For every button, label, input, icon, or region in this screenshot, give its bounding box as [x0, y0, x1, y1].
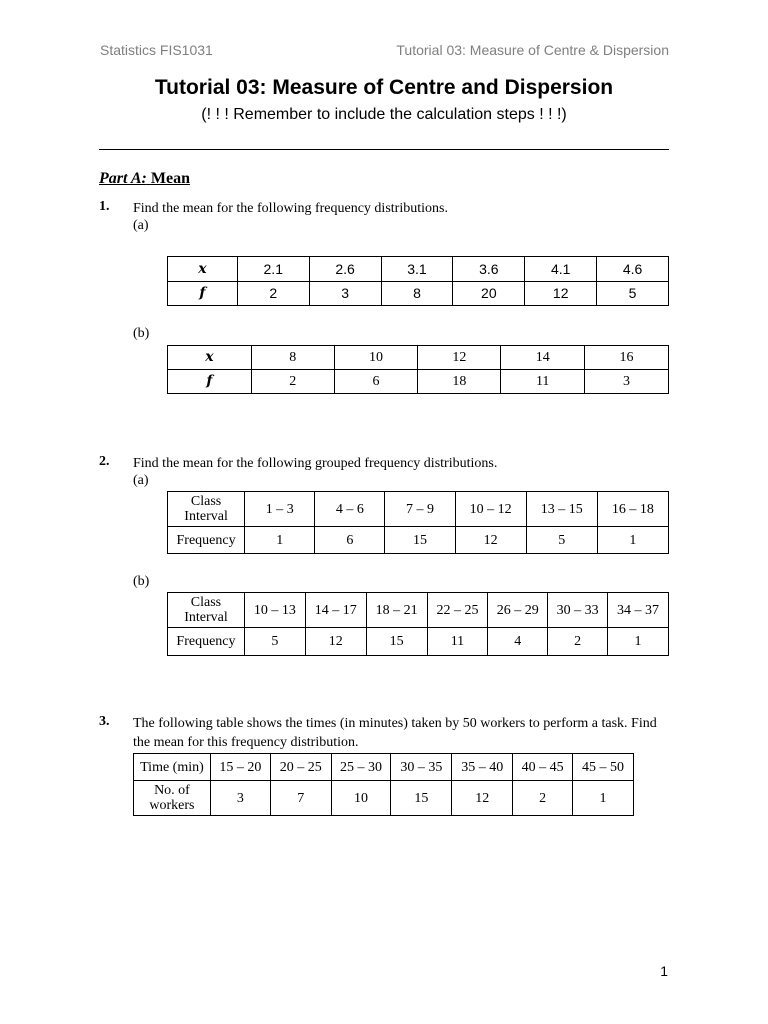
table-cell: 1: [573, 781, 634, 816]
q1-number: 1.: [99, 199, 110, 214]
table-cell: 40 – 45: [513, 754, 573, 781]
table-cell: 22 – 25: [427, 593, 488, 628]
table-cell: 3.6: [453, 257, 525, 282]
table-cell: 15: [385, 527, 455, 554]
q2a-interval-row: [168, 492, 669, 527]
table-cell: 14: [501, 346, 585, 370]
q1a-f-row: [168, 282, 669, 306]
header-course: Statistics FIS1031: [100, 42, 213, 58]
table-cell: 12: [418, 346, 501, 370]
q2a-table: [167, 491, 669, 554]
table-cell: 30 – 33: [548, 593, 608, 628]
table-cell: 3: [210, 781, 270, 816]
table-cell: 10 – 13: [244, 593, 305, 628]
part-a-heading: [99, 170, 190, 188]
table-cell: 13 – 15: [526, 492, 597, 527]
q1b-f-row: [168, 370, 669, 394]
table-cell: 1 – 3: [245, 492, 315, 527]
table-cell: 25 – 30: [331, 754, 391, 781]
page-number: 1: [660, 963, 668, 979]
table-cell: 3.1: [381, 257, 453, 282]
q1a-x-header: x: [168, 257, 238, 282]
q2-text: Find the mean for the following grouped frequency distributions.: [133, 456, 498, 471]
table-cell: 14 – 17: [305, 593, 366, 628]
table-cell: 2: [548, 628, 608, 656]
q1b-x-row: [168, 346, 669, 370]
table-cell: 2.1: [237, 257, 309, 282]
title-divider: [99, 149, 669, 150]
q2b-label: (b): [133, 574, 150, 589]
table-cell: 20: [453, 282, 525, 306]
table-cell: 10: [334, 346, 418, 370]
table-cell: 12: [305, 628, 366, 656]
table-cell: 4: [488, 628, 548, 656]
table-cell: 15: [391, 781, 452, 816]
q2a-interval-header: Class Interval: [168, 492, 245, 527]
table-cell: 12: [525, 282, 597, 306]
q3-workers-row: [134, 781, 634, 816]
table-cell: 11: [501, 370, 585, 394]
q1b-x-header: x: [168, 346, 252, 370]
q1b-f-header: f: [168, 370, 252, 394]
table-cell: 8: [251, 346, 334, 370]
table-cell: 15 – 20: [210, 754, 270, 781]
table-cell: 34 – 37: [608, 593, 669, 628]
q1b-table: [167, 345, 669, 394]
q3-number: 3.: [99, 714, 110, 729]
q3-time-header: Time (min): [134, 754, 211, 781]
table-cell: 1: [608, 628, 669, 656]
table-cell: 16 – 18: [597, 492, 668, 527]
table-cell: 12: [452, 781, 513, 816]
part-a-label: Part A:: [99, 170, 147, 187]
table-cell: 12: [455, 527, 526, 554]
q3-table: [133, 753, 634, 816]
table-cell: 6: [334, 370, 418, 394]
header-tutorial: Tutorial 03: Measure of Centre & Dispersion: [396, 42, 669, 58]
q2b-frequency-header: Frequency: [168, 628, 245, 656]
q1a-label: (a): [133, 218, 149, 233]
page-title: Tutorial 03: Measure of Centre and Dispersion: [154, 76, 614, 99]
q3-time-row: [134, 754, 634, 781]
table-cell: 1: [245, 527, 315, 554]
table-cell: 1: [597, 527, 668, 554]
q2b-table: [167, 592, 669, 656]
table-cell: 11: [427, 628, 488, 656]
q2b-interval-header: Class Interval: [168, 593, 245, 628]
table-cell: 3: [309, 282, 381, 306]
table-cell: 8: [381, 282, 453, 306]
table-cell: 5: [526, 527, 597, 554]
part-a-name: Mean: [150, 170, 190, 187]
q3-text-line1: The following table shows the times (in minutes) taken by 50 workers to perform a task. Find: [133, 716, 657, 731]
table-cell: 3: [585, 370, 669, 394]
table-cell: 2: [513, 781, 573, 816]
q2a-label: (a): [133, 473, 149, 488]
table-cell: 2: [237, 282, 309, 306]
table-cell: 6: [315, 527, 385, 554]
q1a-x-row: [168, 257, 669, 282]
table-cell: 5: [244, 628, 305, 656]
table-cell: 10: [331, 781, 391, 816]
table-cell: 4.6: [597, 257, 669, 282]
table-cell: 2.6: [309, 257, 381, 282]
q3-text-line2: the mean for this frequency distribution.: [133, 735, 359, 750]
q1a-table: [167, 256, 669, 306]
table-cell: 7 – 9: [385, 492, 455, 527]
table-cell: 18 – 21: [366, 593, 427, 628]
table-cell: 26 – 29: [488, 593, 548, 628]
page-subtitle: (! ! ! Remember to include the calculation steps ! ! !): [201, 106, 567, 123]
table-cell: 4 – 6: [315, 492, 385, 527]
table-cell: 20 – 25: [270, 754, 331, 781]
q2a-frequency-row: [168, 527, 669, 554]
table-cell: 7: [270, 781, 331, 816]
table-cell: 18: [418, 370, 501, 394]
table-cell: 45 – 50: [573, 754, 634, 781]
q3-workers-header: No. of workers: [134, 781, 211, 816]
table-cell: 15: [366, 628, 427, 656]
table-cell: 2: [251, 370, 334, 394]
table-cell: 30 – 35: [391, 754, 452, 781]
table-cell: 4.1: [525, 257, 597, 282]
table-cell: 35 – 40: [452, 754, 513, 781]
q1-text: Find the mean for the following frequency distributions.: [133, 201, 448, 216]
q1a-f-header: f: [168, 282, 238, 306]
q2-number: 2.: [99, 454, 110, 469]
table-cell: 16: [585, 346, 669, 370]
q2b-interval-row: [168, 593, 669, 628]
q2a-frequency-header: Frequency: [168, 527, 245, 554]
table-cell: 5: [597, 282, 669, 306]
table-cell: 10 – 12: [455, 492, 526, 527]
q2b-frequency-row: [168, 628, 669, 656]
q1b-label: (b): [133, 326, 150, 341]
